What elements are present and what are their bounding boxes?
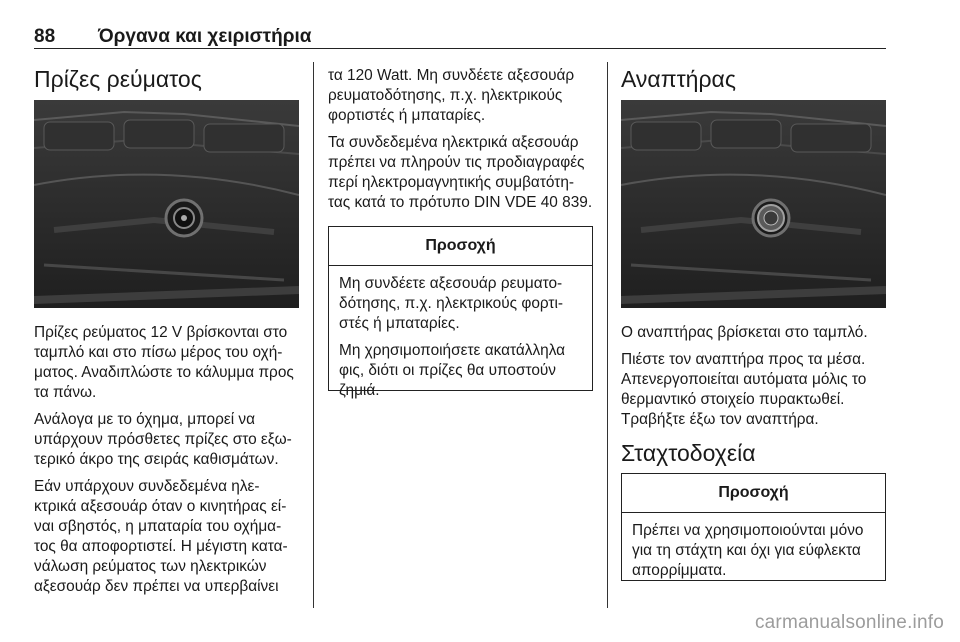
caution-title: Προσοχή xyxy=(329,227,592,266)
paragraph: Τα συνδεδεμένα ηλεκτρικά αξεσουάρ πρέπει να πληρούν τις προδιαγραφές περί ηλεκτρομαγνητικής συμβατότη- τας κατά το πρότυπο DIN VDE 40 839. xyxy=(328,134,593,211)
column-divider xyxy=(313,62,314,608)
caution-body xyxy=(622,513,885,581)
caution-paragraph: Μη συνδέετε αξεσουάρ ρευματο- δότησης, π.χ. ηλεκτρικούς φορτι- στές ή μπαταρίες. xyxy=(339,275,564,332)
caution-paragraph: Πρέπει να χρησιμοποιούνται μόνο για τη στάχτη και όχι για εύφλεκτα απορρίμματα. xyxy=(632,522,864,579)
column-3-text xyxy=(621,323,889,430)
column-1 xyxy=(34,66,299,92)
section-heading-ashtrays: Σταχτοδοχεία xyxy=(621,440,756,466)
paragraph: Ανάλογα με το όχημα, μπορεί να υπάρχουν πρόσθετες πρίζες στο εξω- τερικό άκρο της σειράς καθισμάτων. xyxy=(34,411,292,468)
paragraph: Πρίζες ρεύματος 12 V βρίσκονται στο ταμπλό και στο πίσω μέρος του οχή- ματος. Αναδιπλώστε το κάλυμμα προς τα πάνω. xyxy=(34,324,294,401)
paragraph: Εάν υπάρχουν συνδεδεμένα ηλε- κτρικά αξεσουάρ όταν ο κινητήρας εί- ναι σβηστός, η μπαταρία του οχήμα- τος θα αποφορτιστεί. Η μέγιστη κατα- νάλωση ρεύματος των ηλεκτρικών αξεσουάρ δεν πρέπει να υπερβαίνει xyxy=(34,478,288,595)
column-3 xyxy=(621,66,886,92)
column-3-heading2 xyxy=(621,440,886,466)
watermark: carmanualsonline.info xyxy=(754,612,944,633)
caution-paragraph: Μη χρησιμοποιήσετε ακατάλληλα φις, διότι οι πρίζες θα υποστούν ζημιά. xyxy=(339,342,566,399)
section-heading-lighter: Αναπτήρας xyxy=(621,66,736,92)
caution-box-power-outlets xyxy=(328,226,593,399)
column-1-text xyxy=(34,323,302,597)
running-title: Όργανα και χειριστήρια xyxy=(98,26,312,47)
cigarette-lighter-illustration xyxy=(621,100,886,308)
paragraph: Ο αναπτήρας βρίσκεται στο ταμπλό. xyxy=(621,324,868,341)
page-header xyxy=(34,26,886,49)
section-heading-power-outlets: Πρίζες ρεύματος xyxy=(34,66,202,92)
cigarette-lighter-figure xyxy=(621,100,886,308)
power-outlet-figure xyxy=(34,100,299,308)
caution-title: Προσοχή xyxy=(622,474,885,513)
caution-body xyxy=(329,266,592,401)
paragraph: Πιέστε τον αναπτήρα προς τα μέσα. Απενεργοποιείται αυτόματα μόλις το θερμαντικό στοιχείο πυρακτωθεί. Τραβήξτε έξω τον αναπτήρα. xyxy=(621,351,867,428)
column-divider xyxy=(607,62,608,608)
caution-box-ashtrays xyxy=(621,473,886,581)
power-outlet-illustration xyxy=(34,100,299,308)
page-number: 88 xyxy=(34,26,56,47)
paragraph: τα 120 Watt. Μη συνδέετε αξεσουάρ ρευματοδότησης, π.χ. ηλεκτρικούς φορτιστές ή μπαταρίες. xyxy=(328,67,575,124)
column-2-text xyxy=(328,66,594,213)
